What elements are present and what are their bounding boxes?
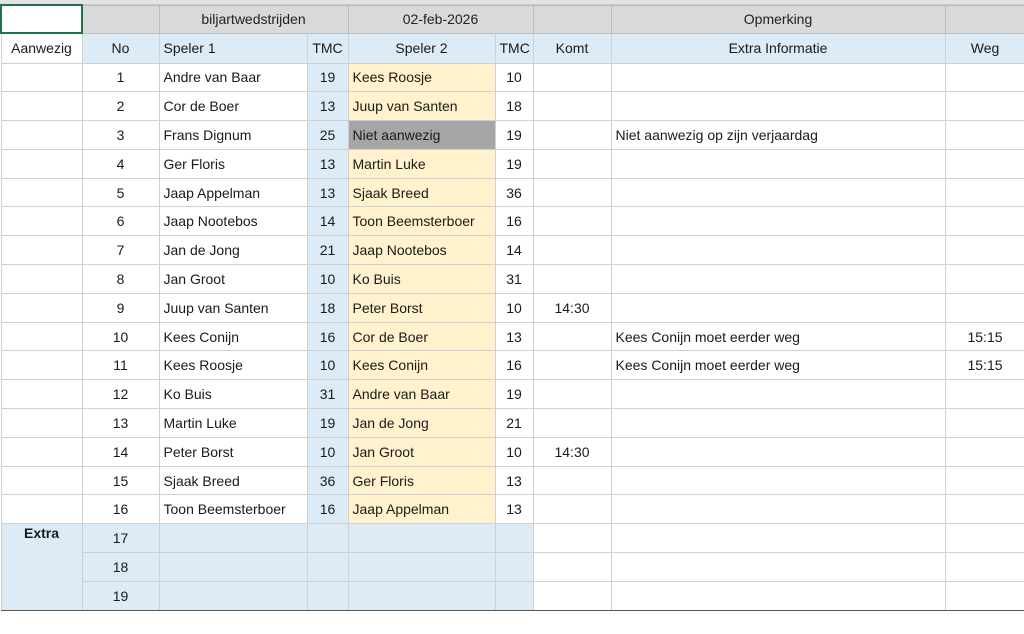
tmc1-cell[interactable]: 18 [307, 293, 348, 322]
speler1-cell[interactable] [159, 524, 307, 553]
extra-info-cell[interactable]: Niet aanwezig op zijn verjaardag [611, 121, 945, 150]
no-cell[interactable]: 19 [82, 581, 159, 610]
extra-info-cell[interactable] [611, 236, 945, 265]
match-table [0, 4, 1024, 611]
speler1-cell[interactable]: Peter Borst [159, 437, 307, 466]
no-cell[interactable]: 11 [82, 351, 159, 380]
title-row [1, 5, 1024, 33]
extra-row [1, 524, 1024, 553]
header-speler1[interactable]: Speler 1 [159, 33, 307, 63]
extra-info-cell[interactable] [611, 553, 945, 582]
komt-cell[interactable] [533, 63, 611, 92]
table-row [1, 63, 1024, 92]
no-cell[interactable]: 1 [82, 63, 159, 92]
speler2-cell[interactable]: Jaap Appelman [348, 495, 495, 524]
tmc1-cell[interactable] [307, 553, 348, 582]
tmc1-cell[interactable]: 13 [307, 149, 348, 178]
speler2-cell[interactable]: Niet aanwezig [348, 121, 495, 150]
extra-row [1, 553, 1024, 582]
extra-info-cell[interactable] [611, 63, 945, 92]
no-cell[interactable]: 12 [82, 380, 159, 409]
table-row [1, 149, 1024, 178]
no-cell[interactable]: 9 [82, 293, 159, 322]
title-spacer-cell[interactable] [82, 5, 159, 33]
header-no[interactable]: No [82, 33, 159, 63]
extra-info-cell[interactable] [611, 265, 945, 294]
weg-cell[interactable]: 15:15 [945, 322, 1024, 351]
speler2-cell[interactable]: Ko Buis [348, 265, 495, 294]
aanwezig-cell[interactable] [1, 149, 82, 178]
header-extra-informatie[interactable]: Extra Informatie [611, 33, 945, 63]
speler1-cell[interactable]: Jan de Jong [159, 236, 307, 265]
extra-info-cell[interactable] [611, 466, 945, 495]
tmc2-cell[interactable]: 36 [495, 178, 533, 207]
match-date[interactable]: 02-feb-2026 [348, 5, 533, 33]
aanwezig-cell[interactable] [1, 207, 82, 236]
speler1-cell[interactable]: Andre van Baar [159, 63, 307, 92]
weg-cell[interactable] [945, 265, 1024, 294]
tmc2-cell[interactable]: 14 [495, 236, 533, 265]
weg-cell[interactable] [945, 92, 1024, 121]
komt-cell[interactable] [533, 322, 611, 351]
tmc2-cell[interactable] [495, 553, 533, 582]
speler2-cell[interactable]: Sjaak Breed [348, 178, 495, 207]
speler1-cell[interactable]: Toon Beemsterboer [159, 495, 307, 524]
weg-cell[interactable] [945, 293, 1024, 322]
komt-cell[interactable] [533, 581, 611, 610]
extra-info-cell[interactable] [611, 293, 945, 322]
aanwezig-cell[interactable] [1, 63, 82, 92]
speler1-cell[interactable]: Jan Groot [159, 265, 307, 294]
table-row [1, 380, 1024, 409]
speler1-cell[interactable]: Frans Dignum [159, 121, 307, 150]
tmc2-cell[interactable]: 18 [495, 92, 533, 121]
no-cell[interactable]: 15 [82, 466, 159, 495]
extra-row [1, 581, 1024, 610]
tmc2-cell[interactable]: 13 [495, 322, 533, 351]
extra-info-cell[interactable] [611, 92, 945, 121]
header-tmc1[interactable]: TMC [307, 33, 348, 63]
header-komt[interactable]: Komt [533, 33, 611, 63]
no-cell[interactable]: 4 [82, 149, 159, 178]
weg-cell[interactable] [945, 466, 1024, 495]
column-header-row [1, 33, 1024, 63]
aanwezig-cell[interactable] [1, 409, 82, 438]
speler1-cell[interactable]: Cor de Boer [159, 92, 307, 121]
aanwezig-cell[interactable] [1, 466, 82, 495]
speler2-cell[interactable]: Toon Beemsterboer [348, 207, 495, 236]
komt-cell[interactable] [533, 149, 611, 178]
weg-cell[interactable] [945, 553, 1024, 582]
speler1-cell[interactable]: Kees Roosje [159, 351, 307, 380]
tmc2-cell[interactable]: 16 [495, 207, 533, 236]
tmc1-cell[interactable]: 19 [307, 63, 348, 92]
speler1-cell[interactable]: Ger Floris [159, 149, 307, 178]
komt-cell[interactable] [533, 236, 611, 265]
speler2-cell[interactable]: Cor de Boer [348, 322, 495, 351]
komt-cell[interactable]: 14:30 [533, 293, 611, 322]
komt-cell[interactable] [533, 178, 611, 207]
tmc2-cell[interactable]: 19 [495, 380, 533, 409]
tmc1-cell[interactable] [307, 524, 348, 553]
table-row [1, 466, 1024, 495]
extra-info-cell[interactable] [611, 524, 945, 553]
table-row [1, 207, 1024, 236]
extra-info-cell[interactable] [611, 207, 945, 236]
speler1-cell[interactable]: Sjaak Breed [159, 466, 307, 495]
komt-cell[interactable] [533, 466, 611, 495]
table-row [1, 495, 1024, 524]
table-row [1, 121, 1024, 150]
komt-cell[interactable] [533, 524, 611, 553]
tmc1-cell[interactable]: 14 [307, 207, 348, 236]
tmc1-cell[interactable]: 25 [307, 121, 348, 150]
no-cell[interactable]: 17 [82, 524, 159, 553]
weg-cell[interactable] [945, 121, 1024, 150]
tmc2-cell[interactable]: 10 [495, 437, 533, 466]
aanwezig-cell[interactable] [1, 178, 82, 207]
extra-info-cell[interactable]: Kees Conijn moet eerder weg [611, 322, 945, 351]
header-tmc2[interactable]: TMC [495, 33, 533, 63]
table-row [1, 351, 1024, 380]
extra-info-cell[interactable] [611, 437, 945, 466]
no-cell[interactable]: 7 [82, 236, 159, 265]
no-cell[interactable]: 5 [82, 178, 159, 207]
speler1-cell[interactable]: Jaap Appelman [159, 178, 307, 207]
table-row [1, 178, 1024, 207]
no-cell[interactable]: 18 [82, 553, 159, 582]
tmc1-cell[interactable]: 16 [307, 322, 348, 351]
table-row [1, 236, 1024, 265]
aanwezig-cell[interactable] [1, 380, 82, 409]
tmc1-cell[interactable]: 21 [307, 236, 348, 265]
speler2-cell[interactable]: Ger Floris [348, 466, 495, 495]
tmc1-cell[interactable]: 10 [307, 351, 348, 380]
weg-cell[interactable] [945, 495, 1024, 524]
komt-cell[interactable] [533, 409, 611, 438]
weg-cell[interactable] [945, 409, 1024, 438]
weg-cell[interactable] [945, 524, 1024, 553]
aanwezig-cell[interactable] [1, 322, 82, 351]
aanwezig-cell[interactable] [1, 293, 82, 322]
tmc2-cell[interactable]: 19 [495, 121, 533, 150]
table-row [1, 437, 1024, 466]
komt-cell[interactable] [533, 553, 611, 582]
extra-info-cell[interactable] [611, 149, 945, 178]
extra-info-cell[interactable] [611, 495, 945, 524]
tmc2-cell[interactable]: 21 [495, 409, 533, 438]
weg-cell[interactable] [945, 581, 1024, 610]
tmc1-cell[interactable]: 36 [307, 466, 348, 495]
aanwezig-cell[interactable] [1, 92, 82, 121]
weg-cell[interactable]: 15:15 [945, 351, 1024, 380]
extra-info-cell[interactable] [611, 581, 945, 610]
speler1-cell[interactable] [159, 553, 307, 582]
tmc1-cell[interactable]: 13 [307, 92, 348, 121]
speler2-cell[interactable]: Andre van Baar [348, 380, 495, 409]
weg-cell[interactable] [945, 149, 1024, 178]
speler2-cell[interactable]: Kees Conijn [348, 351, 495, 380]
speler2-cell[interactable]: Jaap Nootebos [348, 236, 495, 265]
tmc2-cell[interactable] [495, 524, 533, 553]
table-row [1, 265, 1024, 294]
komt-cell[interactable]: 14:30 [533, 437, 611, 466]
no-cell[interactable]: 13 [82, 409, 159, 438]
tmc1-cell[interactable]: 13 [307, 178, 348, 207]
weg-cell[interactable] [945, 63, 1024, 92]
speler1-cell[interactable]: Kees Conijn [159, 322, 307, 351]
weg-cell[interactable] [945, 207, 1024, 236]
title-spacer-cell[interactable] [533, 5, 611, 33]
table-row [1, 322, 1024, 351]
speler1-cell[interactable]: Jaap Nootebos [159, 207, 307, 236]
header-weg[interactable]: Weg [945, 33, 1024, 63]
weg-cell[interactable] [945, 236, 1024, 265]
no-cell[interactable]: 14 [82, 437, 159, 466]
speler2-cell[interactable]: Jan Groot [348, 437, 495, 466]
table-row [1, 409, 1024, 438]
tmc1-cell[interactable]: 16 [307, 495, 348, 524]
tmc2-cell[interactable]: 19 [495, 149, 533, 178]
weg-cell[interactable] [945, 178, 1024, 207]
tmc1-cell[interactable]: 31 [307, 380, 348, 409]
extra-info-cell[interactable] [611, 178, 945, 207]
speler2-cell[interactable]: Juup van Santen [348, 92, 495, 121]
weg-cell[interactable] [945, 437, 1024, 466]
tmc2-cell[interactable]: 16 [495, 351, 533, 380]
speler1-cell[interactable]: Juup van Santen [159, 293, 307, 322]
selected-cell[interactable] [1, 5, 82, 33]
no-cell[interactable]: 10 [82, 322, 159, 351]
remark-header[interactable]: Opmerking [611, 5, 945, 33]
speler2-cell[interactable]: Kees Roosje [348, 63, 495, 92]
aanwezig-cell[interactable] [1, 121, 82, 150]
komt-cell[interactable] [533, 380, 611, 409]
tmc2-cell[interactable] [495, 581, 533, 610]
speler2-cell[interactable]: Jan de Jong [348, 409, 495, 438]
aanwezig-cell[interactable] [1, 351, 82, 380]
table-row [1, 293, 1024, 322]
tmc2-cell[interactable]: 31 [495, 265, 533, 294]
komt-cell[interactable] [533, 495, 611, 524]
header-speler2[interactable]: Speler 2 [348, 33, 495, 63]
table-row [1, 92, 1024, 121]
tmc2-cell[interactable]: 10 [495, 63, 533, 92]
speler1-cell[interactable]: Ko Buis [159, 380, 307, 409]
speler2-cell[interactable] [348, 581, 495, 610]
tmc1-cell[interactable]: 10 [307, 437, 348, 466]
extra-info-cell[interactable]: Kees Conijn moet eerder weg [611, 351, 945, 380]
speler2-cell[interactable] [348, 524, 495, 553]
komt-cell[interactable] [533, 92, 611, 121]
tmc1-cell[interactable] [307, 581, 348, 610]
tmc2-cell[interactable]: 13 [495, 495, 533, 524]
aanwezig-cell[interactable] [1, 265, 82, 294]
no-cell[interactable]: 8 [82, 265, 159, 294]
tmc1-cell[interactable]: 19 [307, 409, 348, 438]
komt-cell[interactable] [533, 351, 611, 380]
extra-info-cell[interactable] [611, 380, 945, 409]
speler2-cell[interactable] [348, 553, 495, 582]
no-cell[interactable]: 2 [82, 92, 159, 121]
sheet-title[interactable]: biljartwedstrijden [159, 5, 348, 33]
speler1-cell[interactable]: Martin Luke [159, 409, 307, 438]
extra-info-cell[interactable] [611, 409, 945, 438]
komt-cell[interactable] [533, 265, 611, 294]
speler1-cell[interactable] [159, 581, 307, 610]
aanwezig-cell[interactable] [1, 437, 82, 466]
title-spacer-cell[interactable] [945, 5, 1024, 33]
speler2-cell[interactable]: Peter Borst [348, 293, 495, 322]
speler2-cell[interactable]: Martin Luke [348, 149, 495, 178]
aanwezig-cell[interactable] [1, 495, 82, 524]
tmc2-cell[interactable]: 13 [495, 466, 533, 495]
no-cell[interactable]: 16 [82, 495, 159, 524]
no-cell[interactable]: 6 [82, 207, 159, 236]
tmc2-cell[interactable]: 10 [495, 293, 533, 322]
weg-cell[interactable] [945, 380, 1024, 409]
header-aanwezig[interactable]: Aanwezig [1, 33, 82, 63]
tmc1-cell[interactable]: 10 [307, 265, 348, 294]
aanwezig-cell[interactable] [1, 236, 82, 265]
komt-cell[interactable] [533, 207, 611, 236]
komt-cell[interactable] [533, 121, 611, 150]
no-cell[interactable]: 3 [82, 121, 159, 150]
extra-label[interactable]: Extra [1, 524, 82, 610]
